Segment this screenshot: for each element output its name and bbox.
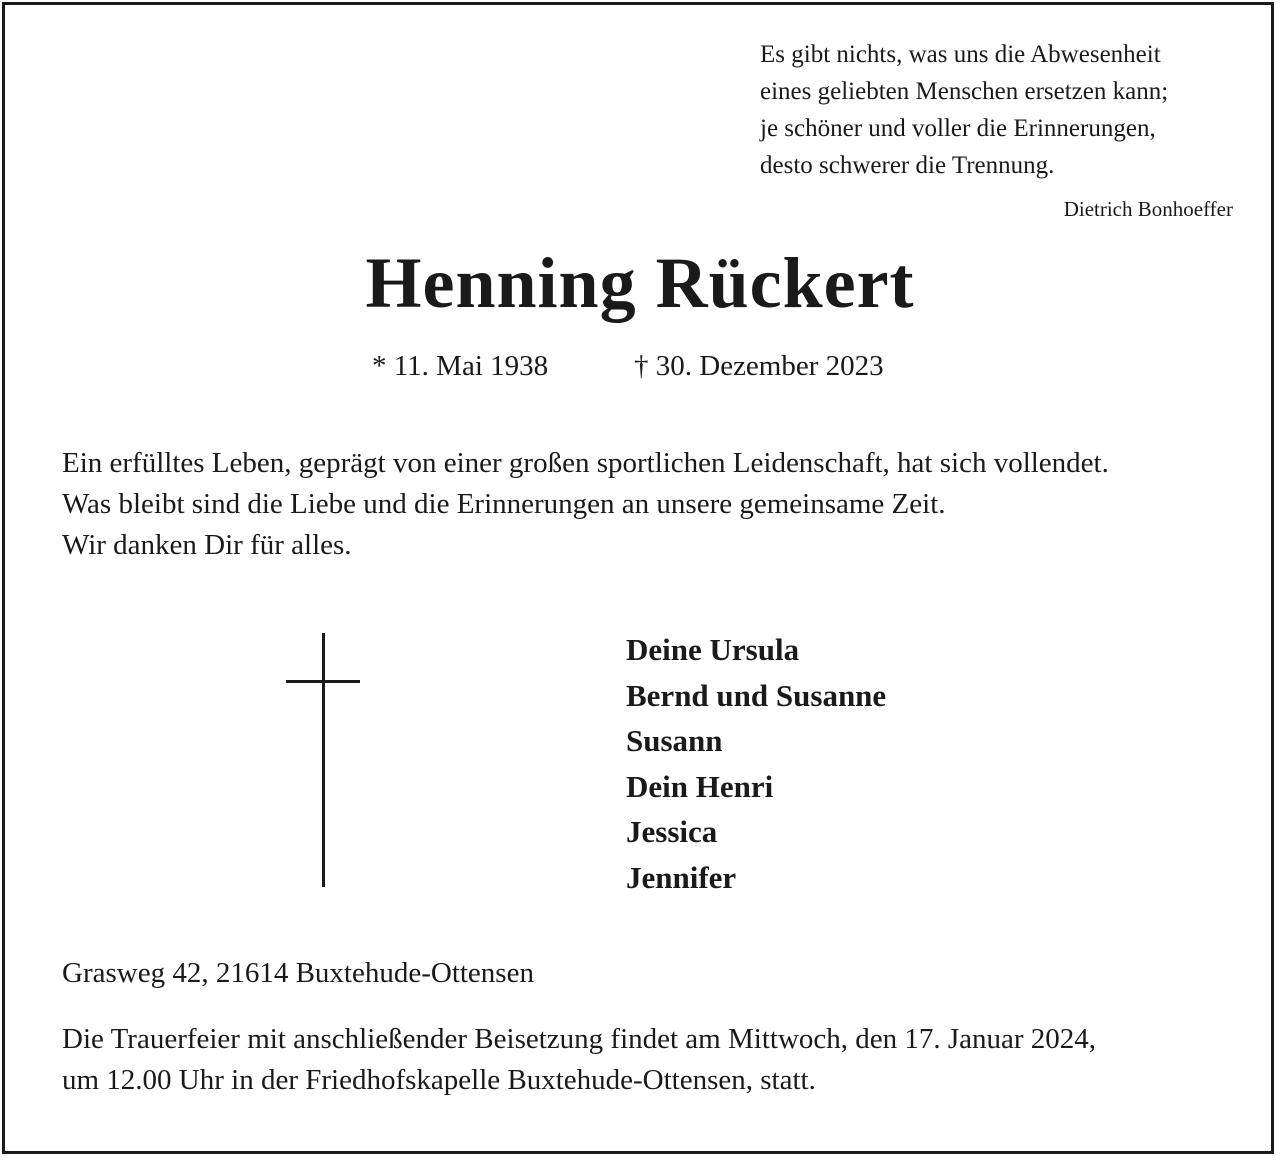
cross-vertical-bar [322, 633, 325, 887]
quote-line: desto schwerer die Trennung. [760, 152, 1055, 179]
mourner-name: Bernd und Susanne [626, 677, 887, 713]
mourner-name: Susann [626, 723, 723, 758]
death-date: † 30. Dezember 2023 [634, 350, 884, 382]
mourner-name: Jennifer [626, 859, 737, 895]
cross-icon [286, 633, 360, 887]
service-details [62, 1019, 1096, 1101]
quote-line: je schöner und voller die Erinnerungen, [760, 115, 1156, 142]
deceased-name: Henning Rückert [365, 243, 915, 323]
mourner-name: Jessica [626, 814, 718, 849]
quote [760, 36, 1168, 184]
service-line: Die Trauerfeier mit anschließender Beisetzung findet am Mittwoch, den 17. Januar 2024, [62, 1023, 1097, 1055]
intro-line: Was bleibt sind die Liebe und die Erinnerungen an unsere gemeinsame Zeit. [62, 488, 946, 520]
mourner-name: Deine Ursula [626, 632, 800, 667]
service-line: um 12.00 Uhr in der Friedhofskapelle Buxtehude-Ottensen, statt. [62, 1064, 816, 1096]
intro-line: Wir danken Dir für alles. [62, 529, 352, 561]
address: Grasweg 42, 21614 Buxtehude-Ottensen [62, 957, 534, 989]
intro-line: Ein erfülltes Leben, geprägt von einer großen sportlichen Leidenschaft, hat sich vollendet. [62, 447, 1109, 479]
quote-line: eines geliebten Menschen ersetzen kann; [760, 78, 1169, 105]
quote-line: Es gibt nichts, was uns die Abwesenheit [760, 41, 1161, 68]
mourner-name: Dein Henri [626, 768, 774, 804]
intro-text [62, 443, 1109, 566]
birth-date: * 11. Mai 1938 [372, 350, 549, 382]
cross-horizontal-bar [286, 680, 360, 683]
quote-author: Dietrich Bonhoeffer [1063, 197, 1233, 221]
mourner-list [626, 627, 886, 900]
